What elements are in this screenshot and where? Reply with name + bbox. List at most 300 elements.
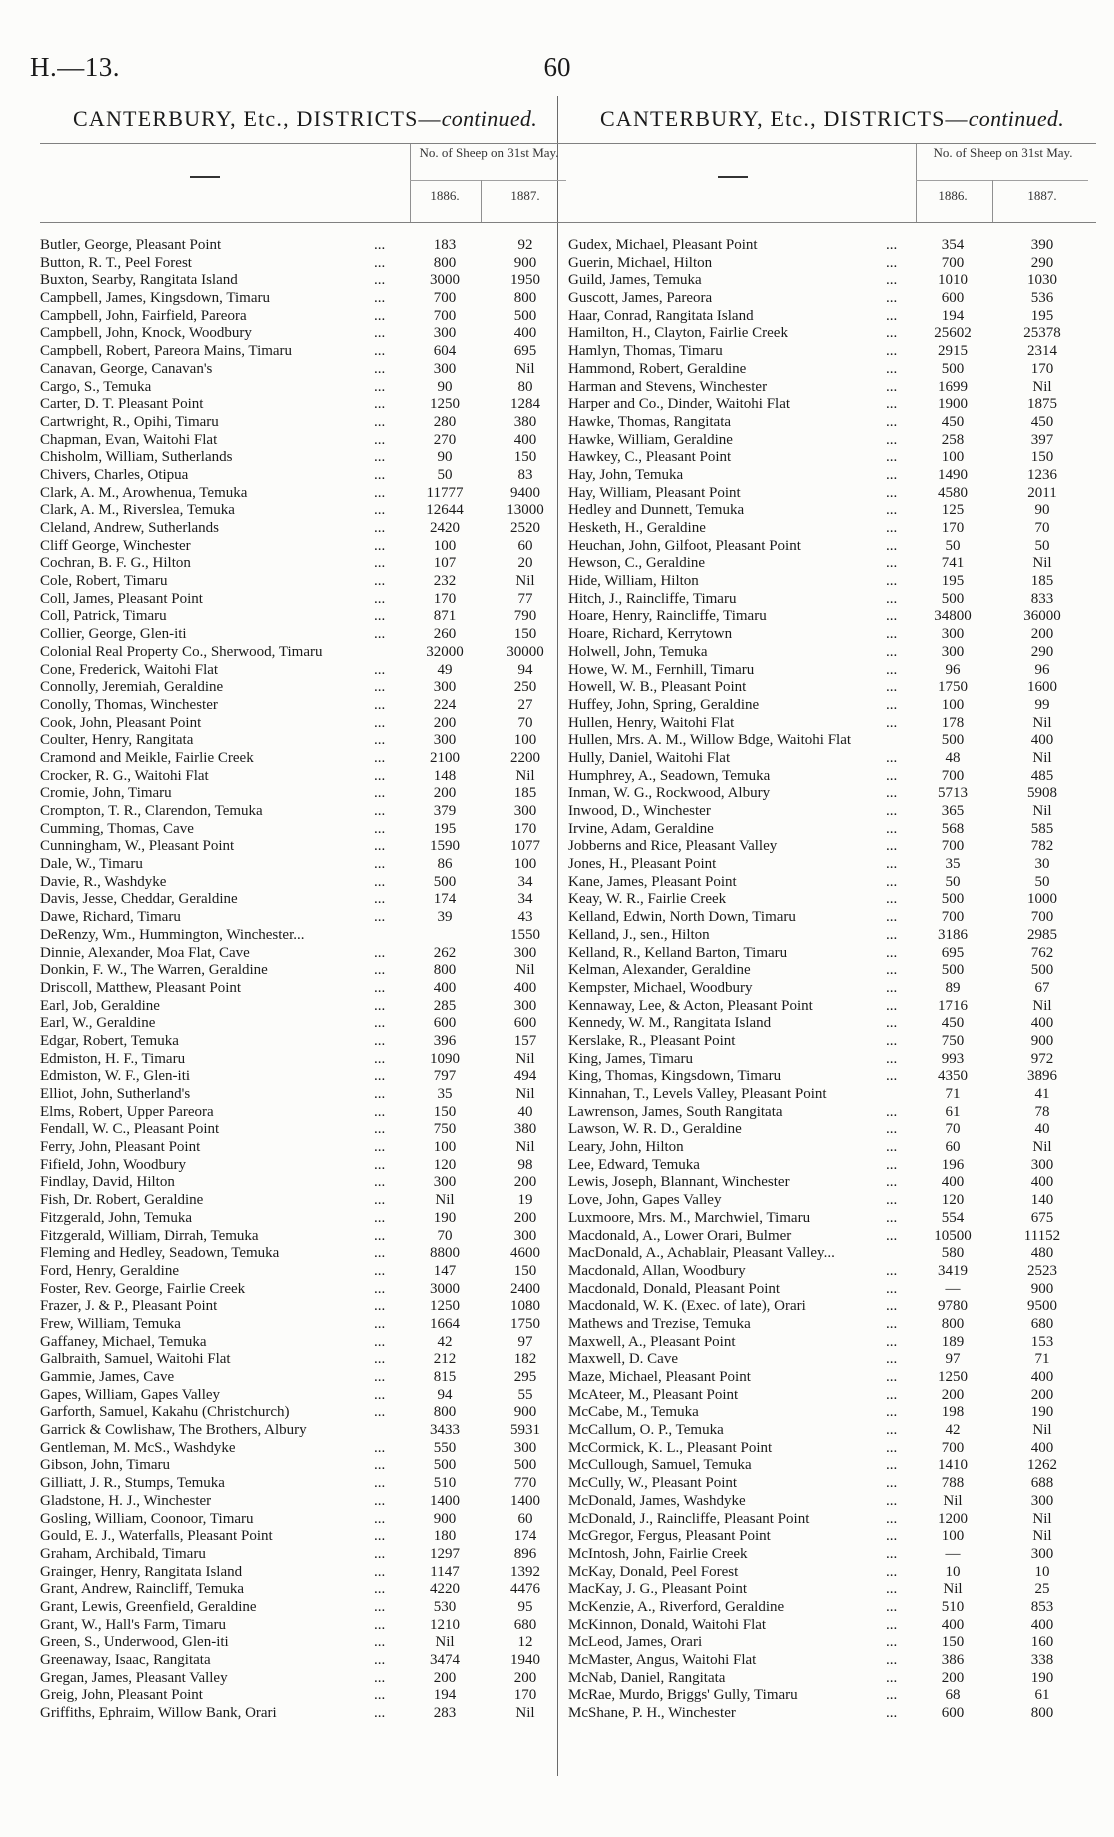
- sheep-1886: 1250: [938, 1369, 968, 1385]
- owner-name: Conolly, Thomas, Winchester: [40, 696, 218, 713]
- leader-dots: ...: [374, 1315, 386, 1332]
- sheep-1886: 400: [433, 979, 457, 996]
- sheep-1887: 92: [517, 237, 533, 253]
- sheep-1886: 147: [433, 1262, 457, 1279]
- owner-name: Guild, James, Temuka: [568, 272, 702, 289]
- leader-dots: ...: [374, 679, 386, 696]
- sheep-1886: 600: [941, 1705, 965, 1722]
- sheep-1887: 4476: [510, 1581, 540, 1598]
- sheep-1887: 19: [517, 1192, 533, 1209]
- sheep-1886: 500: [941, 360, 965, 377]
- sheep-1887: 896: [513, 1545, 537, 1562]
- owner-name: Davie, R., Washdyke: [40, 873, 167, 890]
- leader-dots: ...: [374, 626, 386, 643]
- page-number: 60: [543, 52, 571, 82]
- leader-dots: ...: [886, 1616, 898, 1633]
- owner-name: Foster, Rev. George, Fairlie Creek: [40, 1280, 246, 1297]
- sheep-1887: 688: [1030, 1475, 1054, 1492]
- leader-dots: ...: [886, 1121, 898, 1138]
- sheep-1886: 150: [433, 1103, 457, 1120]
- owner-name: Ferry, John, Pleasant Point: [40, 1139, 201, 1156]
- sheep-1886: 190: [433, 1209, 457, 1226]
- leader-dots: ...: [886, 431, 898, 448]
- owner-name: Kennedy, W. M., Rangitata Island: [568, 1015, 772, 1032]
- sheep-1886: 500: [941, 962, 965, 979]
- left-sheep-count-header: No. of Sheep on 31st May.: [419, 145, 559, 160]
- leader-dots: ...: [886, 1298, 898, 1315]
- sheep-1887: 153: [1030, 1333, 1054, 1350]
- leader-dots: ...: [374, 237, 386, 253]
- owner-name: Hullen, Mrs. A. M., Willow Bdge, Waitohi Flat: [568, 732, 852, 749]
- leader-dots: ...: [374, 1156, 386, 1173]
- owner-name: Harman and Stevens, Winchester: [568, 378, 768, 395]
- leader-dots: ...: [886, 767, 898, 784]
- sheep-1886: Nil: [435, 1634, 455, 1651]
- sheep-1886: 35: [437, 1086, 453, 1102]
- sheep-1886: 1900: [938, 396, 968, 413]
- owner-name: McCormick, K. L., Pleasant Point: [568, 1439, 773, 1456]
- sheep-1887: 900: [513, 1404, 537, 1421]
- leader-dots: ...: [374, 1032, 386, 1049]
- sheep-1886: 365: [941, 803, 965, 819]
- owner-name: Griffiths, Ephraim, Willow Bank, Orari: [40, 1705, 277, 1722]
- sheep-1886: 107: [433, 555, 457, 572]
- sheep-1887: 11152: [1023, 1227, 1061, 1244]
- owner-name: Crocker, R. G., Waitohi Flat: [40, 767, 209, 784]
- sheep-1886: 1297: [430, 1545, 460, 1562]
- sheep-1886: 3419: [938, 1262, 968, 1279]
- owner-name: Leary, John, Hilton: [568, 1139, 684, 1156]
- leader-dots: ...: [374, 272, 386, 289]
- leader-dots: ...: [886, 1687, 898, 1704]
- sheep-1887: 295: [513, 1369, 537, 1385]
- leader-dots: ...: [374, 1174, 386, 1191]
- sheep-1886: 510: [433, 1475, 457, 1492]
- leader-dots: ...: [886, 1634, 898, 1651]
- sheep-1887: 9400: [510, 484, 540, 501]
- owner-name: Button, R. T., Peel Forest: [40, 254, 192, 271]
- left-column: [40, 106, 570, 1722]
- owner-name: Guerin, Michael, Hilton: [568, 254, 713, 271]
- sheep-1887: 25: [1034, 1581, 1050, 1598]
- right-table-title: [568, 106, 1096, 132]
- leader-dots: ...: [886, 997, 898, 1014]
- sheep-1887: 380: [513, 1121, 537, 1138]
- sheep-1887: 2011: [1027, 484, 1057, 501]
- sheep-1886: 200: [433, 714, 457, 731]
- owner-name: Fitzgerald, John, Temuka: [40, 1209, 192, 1226]
- sheep-1886: 262: [433, 944, 457, 961]
- sheep-1887: 494: [513, 1068, 537, 1085]
- owner-name: Cramond and Meikle, Fairlie Creek: [40, 749, 254, 766]
- sheep-1887: 853: [1030, 1598, 1054, 1615]
- owner-name: McKay, Donald, Peel Forest: [568, 1563, 739, 1580]
- sheep-1887: 1030: [1027, 272, 1057, 289]
- leader-dots: ...: [886, 1315, 898, 1332]
- sheep-1886: 510: [941, 1598, 965, 1615]
- owner-name: Howe, W. M., Fernhill, Timaru: [568, 661, 755, 678]
- owner-name: McCallum, O. P., Temuka: [568, 1422, 724, 1439]
- owner-name: Lawson, W. R. D., Geraldine: [568, 1121, 742, 1138]
- sheep-1887: 1950: [510, 272, 540, 289]
- sheep-1887: 400: [1030, 1174, 1054, 1191]
- sheep-1886: 800: [433, 254, 457, 271]
- leader-dots: ...: [886, 1669, 898, 1686]
- sheep-1887: Nil: [1032, 803, 1052, 819]
- leader-dots: ...: [886, 626, 898, 643]
- owner-name: Huffey, John, Spring, Geraldine: [568, 696, 760, 713]
- sheep-1886: Nil: [943, 1581, 963, 1598]
- owner-name: Earl, Job, Geraldine: [40, 997, 160, 1014]
- owner-name: Kelland, Edwin, North Down, Timaru: [568, 909, 796, 926]
- sheep-1886: 1200: [938, 1510, 968, 1527]
- sheep-1886: 195: [433, 820, 457, 837]
- sheep-1886: 400: [941, 1616, 965, 1633]
- left-title-continued: continued.: [441, 106, 537, 131]
- leader-dots: ...: [886, 1103, 898, 1120]
- sheep-1887: 1392: [510, 1563, 540, 1580]
- sheep-1887: 400: [513, 979, 537, 996]
- sheep-1886: 198: [941, 1404, 965, 1421]
- right-year-1886: 1886.: [938, 188, 968, 203]
- sheep-1887: 100: [513, 732, 537, 749]
- leader-dots: ...: [374, 1209, 386, 1226]
- sheep-1886: 89: [945, 979, 961, 996]
- leader-dots: ...: [886, 926, 898, 943]
- right-header-rule: [916, 180, 1088, 181]
- sheep-1886: 42: [945, 1422, 961, 1439]
- sheep-1887: 790: [513, 608, 537, 625]
- owner-name: Maze, Michael, Pleasant Point: [568, 1369, 751, 1385]
- sheep-1886: 100: [433, 537, 457, 554]
- owner-name: Heuchan, John, Gilfoot, Pleasant Point: [568, 537, 801, 554]
- sheep-1886: 3474: [430, 1652, 460, 1668]
- leader-dots: ...: [886, 307, 898, 324]
- leader-dots: ...: [374, 979, 386, 996]
- sheep-1886: 741: [941, 555, 965, 572]
- sheep-1887: 3896: [1027, 1068, 1057, 1085]
- owner-name: Edmiston, H. F., Timaru: [40, 1050, 186, 1067]
- sheep-1886: 550: [433, 1439, 457, 1456]
- sheep-1887: 2985: [1027, 926, 1057, 943]
- sheep-1887: 1284: [510, 396, 540, 413]
- sheep-1887: 782: [1030, 838, 1054, 855]
- owner-name: Hay, William, Pleasant Point: [568, 484, 741, 501]
- sheep-1886: 1090: [430, 1050, 460, 1067]
- owner-name: Campbell, James, Kingsdown, Timaru: [40, 290, 271, 307]
- owner-name: Gapes, William, Gapes Valley: [40, 1386, 221, 1403]
- leader-dots: ...: [374, 785, 386, 802]
- sheep-1886: 12644: [426, 502, 464, 519]
- owner-name: McRae, Murdo, Briggs' Gully, Timaru: [568, 1687, 798, 1704]
- sheep-1886: 60: [945, 1139, 961, 1156]
- sheep-1886: 300: [433, 679, 457, 696]
- left-year-1887: 1887.: [510, 188, 540, 203]
- leader-dots: ...: [374, 555, 386, 572]
- sheep-1887: 94: [517, 661, 533, 678]
- sheep-1887: 536: [1030, 290, 1054, 307]
- sheep-1886: 1410: [938, 1457, 968, 1474]
- owner-name: Harper and Co., Dinder, Waitohi Flat: [568, 396, 791, 413]
- owner-name: Lawrenson, James, South Rangitata: [568, 1103, 783, 1120]
- sheep-1886: 183: [433, 237, 457, 253]
- leader-dots: ...: [374, 1333, 386, 1350]
- sheep-1887: 400: [1030, 1369, 1054, 1385]
- leader-dots: ...: [886, 856, 898, 873]
- owner-name: Cole, Robert, Timaru: [40, 573, 168, 590]
- leader-dots: ...: [374, 1669, 386, 1686]
- owner-name: Cumming, Thomas, Cave: [40, 820, 194, 837]
- sheep-1887: Nil: [515, 573, 535, 590]
- sheep-1887: 170: [513, 1687, 537, 1704]
- sheep-1886: 200: [941, 1669, 965, 1686]
- sheep-1886: 354: [941, 237, 965, 253]
- owner-name: Kelman, Alexander, Geraldine: [568, 962, 751, 979]
- owner-name: DeRenzy, Wm., Hummington, Winchester...: [40, 926, 305, 943]
- sheep-1886: 2100: [430, 749, 460, 766]
- leader-dots: ...: [374, 873, 386, 890]
- leader-dots: ...: [374, 732, 386, 749]
- right-sheep-count-header: No. of Sheep on 31st May.: [933, 145, 1073, 160]
- sheep-1887: 1000: [1027, 891, 1057, 908]
- owner-name: Kerslake, R., Pleasant Point: [568, 1032, 736, 1049]
- sheep-1887: 70: [517, 714, 533, 731]
- leader-dots: ...: [374, 520, 386, 536]
- sheep-1887: 500: [513, 307, 537, 324]
- sheep-1886: 1250: [430, 1298, 460, 1315]
- sheep-1886: 700: [433, 307, 457, 324]
- leader-dots: ...: [374, 254, 386, 271]
- leader-dots: ...: [374, 378, 386, 395]
- sheep-1887: Nil: [515, 1086, 535, 1102]
- sheep-1887: 2523: [1027, 1262, 1057, 1279]
- leader-dots: ...: [886, 962, 898, 979]
- sheep-1886: 224: [433, 696, 457, 713]
- leader-dots: ...: [886, 1156, 898, 1173]
- owner-name: Clark, A. M., Riverslea, Temuka: [40, 502, 235, 519]
- sheep-1887: 390: [1030, 237, 1054, 253]
- sheep-1886: 70: [945, 1121, 961, 1138]
- leader-dots: ...: [886, 679, 898, 696]
- sheep-1886: 283: [433, 1705, 457, 1722]
- sheep-1886: 260: [433, 626, 457, 643]
- sheep-1886: 4350: [938, 1068, 968, 1085]
- leader-dots: ...: [886, 803, 898, 819]
- sheep-1886: 500: [941, 590, 965, 607]
- leader-dots: ...: [886, 1139, 898, 1156]
- leader-dots: ...: [886, 325, 898, 342]
- sheep-1886: 189: [941, 1333, 965, 1350]
- leader-dots: ...: [886, 1174, 898, 1191]
- sheep-1887: 400: [513, 431, 537, 448]
- sheep-1886: 280: [433, 413, 457, 430]
- leader-dots: ...: [374, 1262, 386, 1279]
- owner-name: Cartwright, R., Opihi, Timaru: [40, 413, 219, 430]
- leader-dots: ...: [886, 537, 898, 554]
- leader-dots: ...: [886, 360, 898, 377]
- sheep-1887: Nil: [515, 1705, 535, 1722]
- owner-name: McDonald, James, Washdyke: [568, 1492, 746, 1509]
- sheep-1887: 1550: [510, 926, 540, 943]
- leader-dots: ...: [374, 431, 386, 448]
- owner-name: Humphrey, A., Seadown, Temuka: [568, 767, 771, 784]
- right-column: [568, 106, 1096, 1722]
- leader-dots: ...: [886, 891, 898, 908]
- sheep-1886: 34800: [934, 608, 972, 625]
- leader-dots: ...: [886, 290, 898, 307]
- owner-name: Galbraith, Samuel, Waitohi Flat: [40, 1351, 231, 1368]
- sheep-1887: 300: [513, 1439, 537, 1456]
- sheep-1887: 40: [1034, 1121, 1050, 1138]
- sheep-1887: 12: [517, 1634, 533, 1651]
- leader-dots: ...: [886, 396, 898, 413]
- right-title-main: CANTERBURY, Etc., DISTRICTS—: [600, 106, 969, 131]
- leader-dots: ...: [886, 1068, 898, 1085]
- owner-name: Kelland, R., Kelland Barton, Timaru: [568, 944, 788, 961]
- sheep-1886: 50: [437, 466, 453, 483]
- leader-dots: ...: [886, 1209, 898, 1226]
- owner-name: Hamlyn, Thomas, Timaru: [568, 343, 723, 360]
- sheep-1886: 100: [941, 696, 965, 713]
- sheep-1887: 4600: [510, 1245, 540, 1262]
- sheep-1886: 42: [437, 1333, 453, 1350]
- sheep-1887: 170: [1030, 360, 1054, 377]
- sheep-1887: 83: [517, 466, 533, 483]
- sheep-1887: 200: [1030, 1386, 1054, 1403]
- owner-name: Kane, James, Pleasant Point: [568, 873, 737, 890]
- sheep-1886: 125: [941, 502, 965, 519]
- sheep-1886: 2420: [430, 520, 460, 536]
- leader-dots: ...: [374, 1528, 386, 1545]
- left-header-rule: [410, 180, 566, 181]
- owner-name: Kempster, Michael, Woodbury: [568, 979, 753, 996]
- owner-name: Fitzgerald, William, Dirrah, Temuka: [40, 1227, 259, 1244]
- owner-name: Cargo, S., Temuka: [40, 378, 152, 395]
- sheep-1886: 4220: [430, 1581, 460, 1598]
- leader-dots: ...: [886, 944, 898, 961]
- owner-name: Cunningham, W., Pleasant Point: [40, 838, 235, 855]
- owner-name: MacDonald, A., Achablair, Pleasant Valley...: [568, 1245, 835, 1262]
- sheep-1886: 258: [941, 431, 965, 448]
- sheep-1887: 770: [513, 1475, 537, 1492]
- leader-dots: ...: [886, 1262, 898, 1279]
- sheep-1887: 972: [1030, 1050, 1054, 1067]
- owner-name: Inwood, D., Winchester: [568, 803, 711, 819]
- sheep-1886: —: [945, 1280, 961, 1297]
- owner-name: Hammond, Robert, Geraldine: [568, 360, 747, 377]
- sheep-1886: 396: [433, 1032, 457, 1049]
- leader-dots: ...: [374, 307, 386, 324]
- leader-dots: ...: [886, 838, 898, 855]
- right-header-separator: [916, 144, 917, 222]
- leader-dots: ...: [886, 1563, 898, 1580]
- sheep-1886: 195: [941, 573, 965, 590]
- sheep-1886: 196: [941, 1156, 965, 1173]
- leader-dots: ...: [886, 714, 898, 731]
- sheep-1886: 871: [433, 608, 457, 625]
- sheep-1887: 1262: [1027, 1457, 1057, 1474]
- leader-dots: ...: [374, 696, 386, 713]
- sheep-1886: 86: [437, 856, 453, 873]
- leader-dots: ...: [886, 979, 898, 996]
- owner-name: Davis, Jesse, Cheddar, Geraldine: [40, 891, 238, 908]
- leader-dots: ...: [886, 449, 898, 466]
- owner-name: Jones, H., Pleasant Point: [568, 856, 717, 873]
- sheep-1887: 200: [513, 1174, 537, 1191]
- owner-name: Love, John, Gapes Valley: [568, 1192, 722, 1209]
- sheep-1887: 695: [513, 343, 537, 360]
- leader-dots: ...: [886, 608, 898, 625]
- leader-dots: ...: [886, 1333, 898, 1350]
- sheep-1886: 194: [941, 307, 965, 324]
- sheep-1887: 680: [1030, 1315, 1054, 1332]
- owner-name: McGregor, Fergus, Pleasant Point: [568, 1528, 771, 1545]
- sheep-1887: Nil: [1032, 997, 1052, 1014]
- sheep-1887: 60: [517, 537, 533, 554]
- leader-dots: ...: [374, 466, 386, 483]
- sheep-1886: 580: [941, 1245, 965, 1262]
- sheep-1887: 300: [513, 803, 537, 819]
- sheep-1887: 20: [517, 555, 533, 572]
- sheep-1886: 100: [941, 1528, 965, 1545]
- right-name-header-dash: [718, 176, 748, 178]
- owner-name: Lee, Edward, Temuka: [568, 1156, 700, 1173]
- sheep-1887: 1940: [510, 1652, 540, 1668]
- sheep-1887: 96: [1034, 661, 1050, 678]
- sheep-1887: 78: [1034, 1103, 1050, 1120]
- owner-name: Grant, Andrew, Raincliff, Temuka: [40, 1581, 245, 1598]
- owner-name: McKenzie, A., Riverford, Geraldine: [568, 1598, 785, 1615]
- sheep-1887: 290: [1030, 643, 1054, 660]
- owner-name: McCully, W., Pleasant Point: [568, 1475, 738, 1492]
- owner-name: Donkin, F. W., The Warren, Geraldine: [40, 962, 268, 979]
- leader-dots: ...: [374, 1457, 386, 1474]
- sheep-1887: 480: [1030, 1245, 1054, 1262]
- sheep-1887: Nil: [1032, 1510, 1052, 1527]
- sheep-1886: 700: [941, 1439, 965, 1456]
- left-table-title: [40, 106, 570, 132]
- sheep-1887: 95: [517, 1598, 533, 1615]
- leader-dots: ...: [374, 1015, 386, 1032]
- leader-dots: ...: [374, 573, 386, 590]
- leader-dots: ...: [374, 803, 386, 819]
- leader-dots: ...: [886, 820, 898, 837]
- leader-dots: ...: [374, 1386, 386, 1403]
- leader-dots: ...: [374, 1705, 386, 1722]
- leader-dots: ...: [374, 909, 386, 926]
- sheep-1886: 200: [433, 785, 457, 802]
- owner-name: Hitch, J., Raincliffe, Timaru: [568, 590, 737, 607]
- sheep-1887: 397: [1030, 431, 1054, 448]
- leader-dots: ...: [886, 1652, 898, 1668]
- sheep-1886: 49: [437, 661, 453, 678]
- sheep-1886: 148: [433, 767, 457, 784]
- leader-dots: ...: [374, 413, 386, 430]
- leader-dots: ...: [374, 1086, 386, 1102]
- leader-dots: ...: [886, 1192, 898, 1209]
- sheep-1887: 5908: [1027, 785, 1057, 802]
- sheep-1886: 530: [433, 1598, 457, 1615]
- sheep-1887: Nil: [515, 767, 535, 784]
- leader-dots: ...: [374, 1068, 386, 1085]
- owner-name: Gammie, James, Cave: [40, 1369, 175, 1385]
- owner-name: King, Thomas, Kingsdown, Timaru: [568, 1068, 782, 1085]
- sheep-1887: 174: [513, 1528, 537, 1545]
- sheep-1887: 70: [1034, 520, 1050, 536]
- sheep-1887: 900: [1030, 1032, 1054, 1049]
- sheep-1887: 30000: [506, 643, 544, 660]
- sheep-1886: 10: [945, 1563, 961, 1580]
